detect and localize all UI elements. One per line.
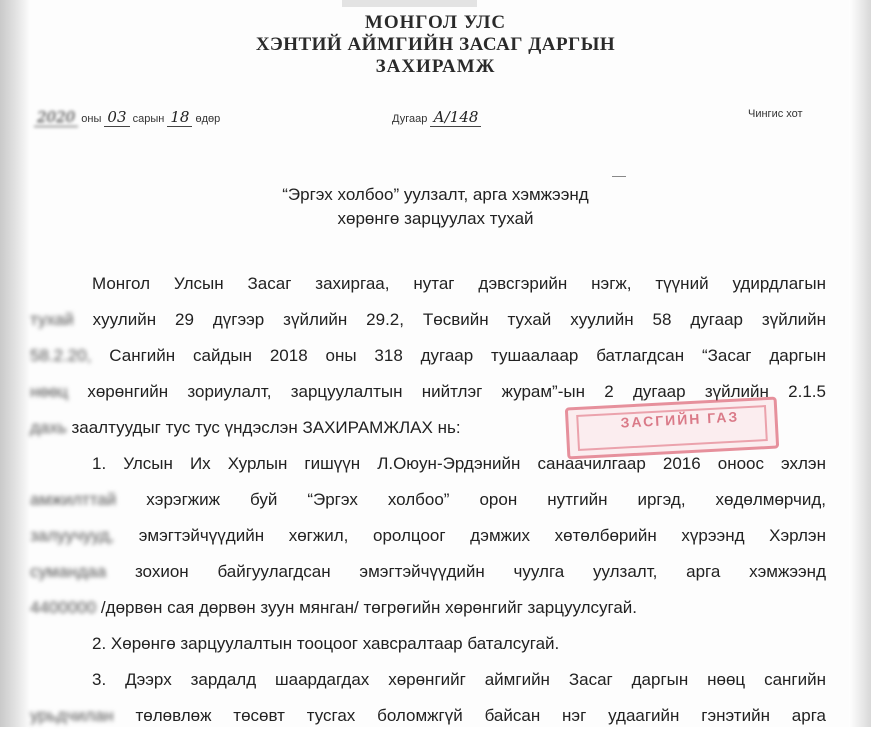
date-year-suffix: оны [81,113,102,125]
body-blurred-word: 4400000 [30,598,97,617]
body-blurred-word: залуучууд, [30,526,115,545]
date-month-suffix: сарын [132,113,165,125]
city-name: Чингис хот [748,108,803,120]
official-stamp [565,396,779,459]
body-blurred-word: 58.2.20, [30,346,92,365]
document-header [0,12,871,78]
body-blurred-word: урьдчилан [30,706,114,725]
number-label: Дугаар [392,113,428,125]
scan-edge-right [849,0,871,727]
title-line-1: “Эргэх холбоо” уулзалт, арга хэмжээнд [282,185,589,204]
date-year: 2020 [34,108,78,127]
document-title [0,183,871,231]
body-line [30,698,826,734]
number-line [392,108,481,126]
date-line [34,108,220,126]
body-line [30,482,826,518]
body-blurred-word: сумандаа [30,562,107,581]
scan-shadow-left [0,0,30,727]
body-line: Монгол Улсын Засаг захиргаа, нутаг дэвсгэрийн нэгж, түүний удирдлагын [92,274,826,293]
body-blurred-word: тухай [30,310,74,329]
date-month: 03 [104,108,129,127]
document-number: А/148 [430,108,481,127]
body-line: 3. Дээрх зардалд шаардагдах хөрөнгийг аймгийн Засаг даргын нөөц сангийн [92,670,826,689]
stamp-text: ЗАСГИЙН ГАЗ [620,408,740,431]
body-blurred-word: дахь [30,418,67,437]
header-authority: ХЭНТИЙ АЙМГИЙН ЗАСАГ ДАРГЫН [255,34,616,55]
body-blurred-word: амжилттай [30,490,117,509]
body-line [30,338,826,374]
body-line [30,302,826,338]
body-text: Сангийн сайдын 2018 оны 318 дугаар тушаалаар батлагдсан “Засаг даргын [109,346,826,365]
header-doc-type: ЗАХИРАМЖ [375,56,496,77]
body-line: 1. Улсын Их Хурлын гишүүн Л.Оюун-Эрдэнийн санаачилгаар 2016 оноос эхлэн [92,454,826,473]
header-country: МОНГОЛ УЛС [364,12,507,33]
body-text: эмэгтэйчүүдийн хөгжил, оролцоог дэмжих хөтөлбөрийн хүрээнд Хэрлэн [138,526,826,545]
body-text: хэрэгжиж буй “Эргэх холбоо” орон нутгийн иргэд, хөдөлмөрчид, [146,490,826,509]
body-line [30,554,826,590]
body-text: заалтуудыг тус тус үндэслэн ЗАХИРАМЖЛАХ нь: [71,418,461,437]
body-blurred-word: нөөц [30,382,69,401]
body-line: 2. Хөрөнгө зарцуулалтын тооцоог хавсралтаар баталсугай. [92,634,560,653]
date-day-suffix: өдөр [195,113,221,125]
body-line [30,590,826,626]
body-text: төлөвлөж төсөвт тусгах боломжгүй байсан нэг удаагийн гэнэтийн арга [135,706,826,725]
body-text: хөрөнгийн зориулалт, зарцуулалтын нийтлэг журам”-ын 2 дугаар зүйлийн 2.1.5 [87,382,826,401]
scan-mark [612,176,626,177]
body-line [30,518,826,554]
body-text: зохион байгуулагдсан эмэгтэйчүүдийн чуулга уулзалт, арга хэмжээнд [134,562,826,581]
date-day: 18 [167,108,192,127]
body-text: /дөрвөн сая дөрвөн зуун мянган/ төгрөгийн хөрөнгийг зарцуулсугай. [100,598,638,617]
scan-strip-top [342,0,477,7]
body-text: хуулийн 29 дүгээр зүйлийн 29.2, Төсвийн тухай хуулийн 58 дугаар зүйлийн [92,310,826,329]
title-line-2: хөрөнгө зарцуулах тухай [337,209,534,228]
